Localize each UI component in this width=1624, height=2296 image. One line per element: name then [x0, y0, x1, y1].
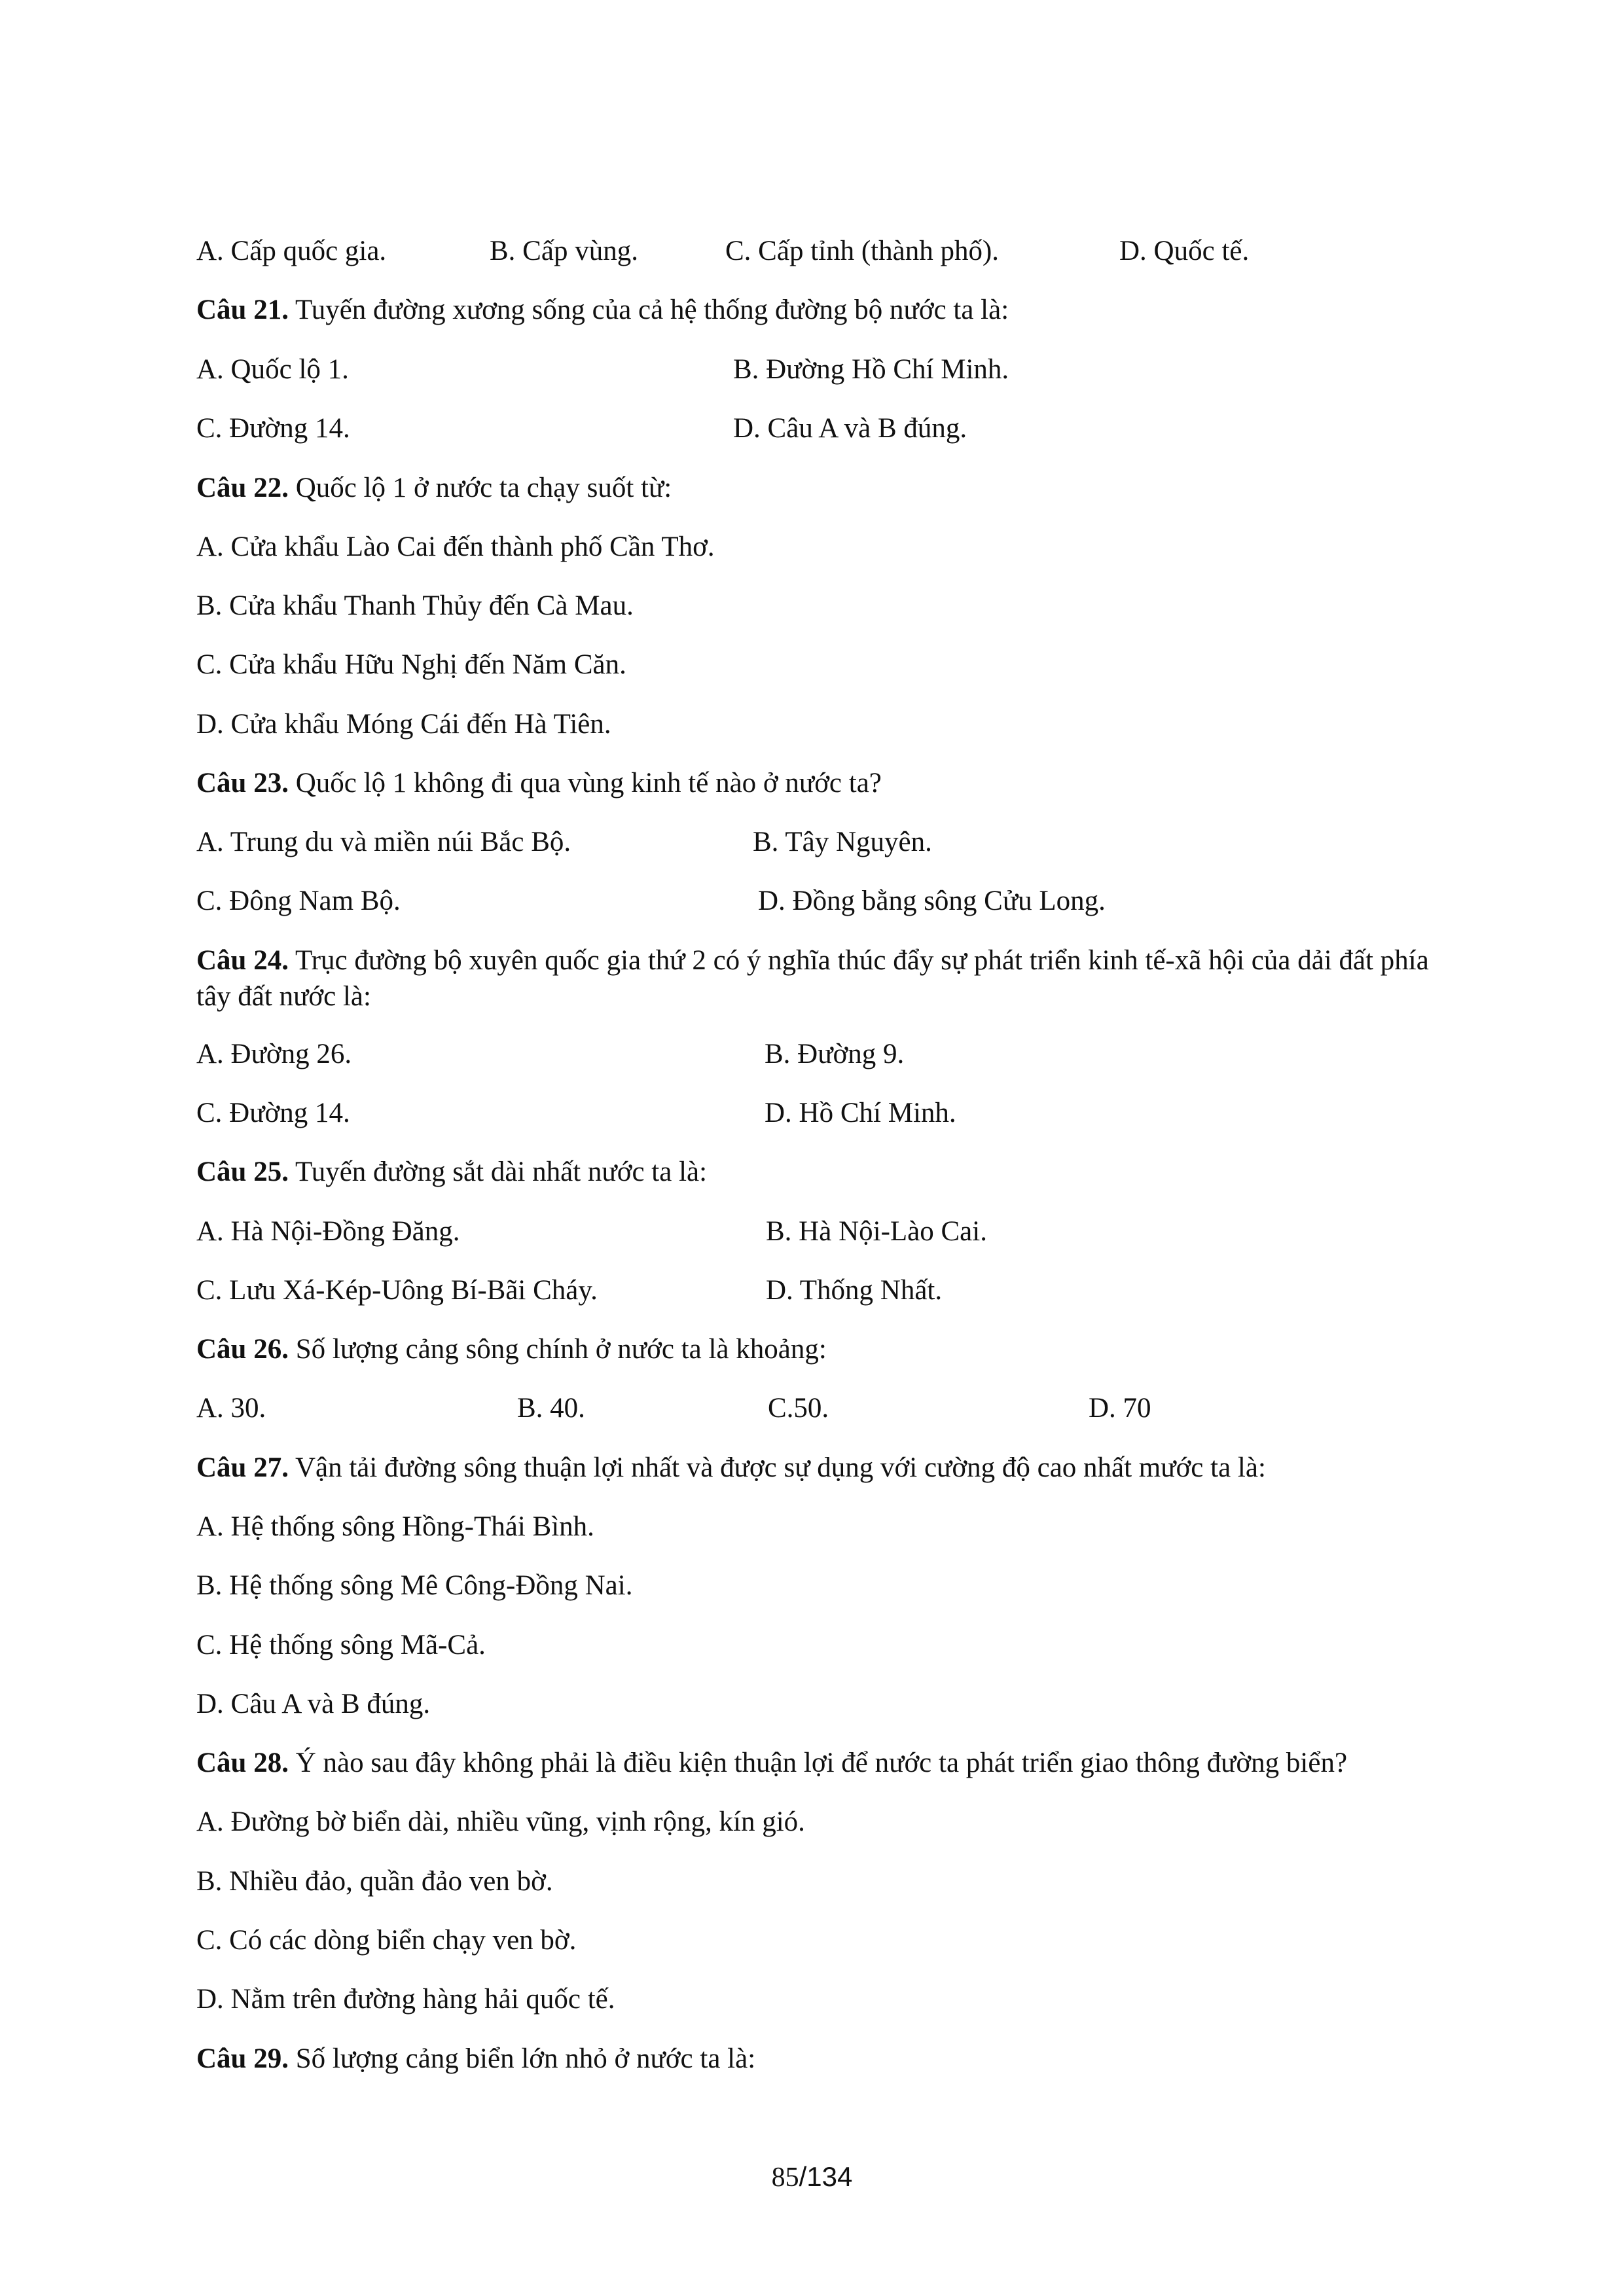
- option-text: C. Cửa khẩu Hữu Nghị đến Năm Căn.: [196, 649, 626, 680]
- option-text: C. Lưu Xá-Kép-Uông Bí-Bãi Cháy.: [196, 1275, 598, 1306]
- question-label: Câu 25.: [196, 1157, 289, 1187]
- option-text: D. Thống Nhất.: [766, 1275, 943, 1306]
- question-label: Câu 29.: [196, 2043, 289, 2074]
- page-number: [0, 2160, 1624, 2195]
- question: [196, 1155, 707, 1189]
- question-text: Vận tải đường sông thuận lợi nhất và được sự dụng với cường độ cao nhất mước ta là:: [288, 1452, 1266, 1483]
- page-total: 134: [806, 2161, 853, 2192]
- question-label: Câu 21.: [196, 295, 289, 325]
- option-text: A. Quốc lộ 1.: [196, 354, 349, 385]
- option-text: C. Cấp tỉnh (thành phố).: [725, 236, 1000, 266]
- question: [196, 2042, 755, 2076]
- option-text: C. Đường 14.: [196, 1098, 350, 1128]
- question: [196, 471, 672, 505]
- question-label: Câu 28.: [196, 1748, 289, 1778]
- page-current: 85: [771, 2162, 799, 2193]
- option-text: A. Đường bờ biển dài, nhiều vũng, vịnh rộng, kín gió.: [196, 1806, 805, 1837]
- option-text: D. Quốc tế.: [1119, 236, 1250, 266]
- option-text: A. Đường 26.: [196, 1039, 352, 1069]
- question: [196, 1746, 1347, 1780]
- option-text: B. Cửa khẩu Thanh Thủy đến Cà Mau.: [196, 590, 634, 621]
- option-text: D. Đồng bằng sông Cửu Long.: [758, 886, 1106, 916]
- question-label: Câu 22.: [196, 473, 289, 503]
- question-text: Quốc lộ 1 ở nước ta chạy suốt từ:: [288, 473, 672, 503]
- question-label: Câu 23.: [196, 768, 289, 798]
- option-text: B. Đường 9.: [765, 1039, 905, 1069]
- question-label: Câu 24.: [196, 945, 289, 976]
- question: [196, 766, 882, 800]
- question-label: Câu 27.: [196, 1452, 289, 1483]
- option-text: B. Đường Hồ Chí Minh.: [733, 354, 1009, 385]
- option-text: C. Đường 14.: [196, 413, 350, 444]
- option-text: B. Cấp vùng.: [490, 236, 638, 266]
- option-text: C. Đông Nam Bộ.: [196, 886, 401, 916]
- question-text: Số lượng cảng sông chính ở nước ta là khoảng:: [288, 1334, 827, 1365]
- option-text: D. Câu A và B đúng.: [733, 413, 967, 444]
- option-text: D. Hồ Chí Minh.: [765, 1098, 956, 1128]
- option-text: B. Tây Nguyên.: [753, 827, 932, 857]
- option-text: A. Hệ thống sông Hồng-Thái Bình.: [196, 1511, 594, 1542]
- question-text: Tuyến đường xương sống của cả hệ thống đường bộ nước ta là:: [288, 295, 1009, 325]
- option-text: B. Hà Nội-Lào Cai.: [766, 1216, 987, 1247]
- option-text: D. Cửa khẩu Móng Cái đến Hà Tiên.: [196, 709, 611, 740]
- option-text: A. 30.: [196, 1393, 266, 1424]
- question-text: Tuyến đường sắt dài nhất nước ta là:: [288, 1157, 708, 1187]
- option-text: C.50.: [768, 1393, 829, 1424]
- question: [196, 1451, 1266, 1485]
- question-text: Số lượng cảng biển lớn nhỏ ở nước ta là:: [288, 2043, 756, 2074]
- question-text: Ý nào sau đây không phải là điều kiện thuận lợi để nước ta phát triển giao thông đường biển?: [288, 1748, 1348, 1778]
- option-text: C. Hệ thống sông Mã-Cả.: [196, 1630, 486, 1660]
- question: [196, 293, 1009, 327]
- option-text: A. Cửa khẩu Lào Cai đến thành phố Cần Thơ.: [196, 531, 715, 562]
- question: [196, 1333, 827, 1367]
- option-text: D. Câu A và B đúng.: [196, 1689, 431, 1719]
- option-text: D. 70: [1089, 1393, 1151, 1424]
- question-text: Trục đường bộ xuyên quốc gia thứ 2 có ý nghĩa thúc đẩy sự phát triển kinh tế-xã hội của dải đất phía tây đất nước là:: [196, 945, 1429, 1012]
- option-text: A. Hà Nội-Đồng Đăng.: [196, 1216, 460, 1247]
- option-text: D. Nằm trên đường hàng hải quốc tế.: [196, 1984, 615, 2015]
- option-text: C. Có các dòng biển chạy ven bờ.: [196, 1925, 577, 1956]
- option-text: B. Hệ thống sông Mê Công-Đồng Nai.: [196, 1570, 633, 1601]
- question: [196, 942, 1440, 1014]
- option-text: B. 40.: [517, 1393, 585, 1424]
- question-text: Quốc lộ 1 không đi qua vùng kinh tế nào ở nước ta?: [288, 768, 882, 798]
- option-text: A. Trung du và miền núi Bắc Bộ.: [196, 827, 571, 857]
- question-label: Câu 26.: [196, 1334, 289, 1365]
- option-text: A. Cấp quốc gia.: [196, 236, 387, 266]
- option-text: B. Nhiều đảo, quần đảo ven bờ.: [196, 1866, 553, 1897]
- page-separator: /: [799, 2161, 807, 2192]
